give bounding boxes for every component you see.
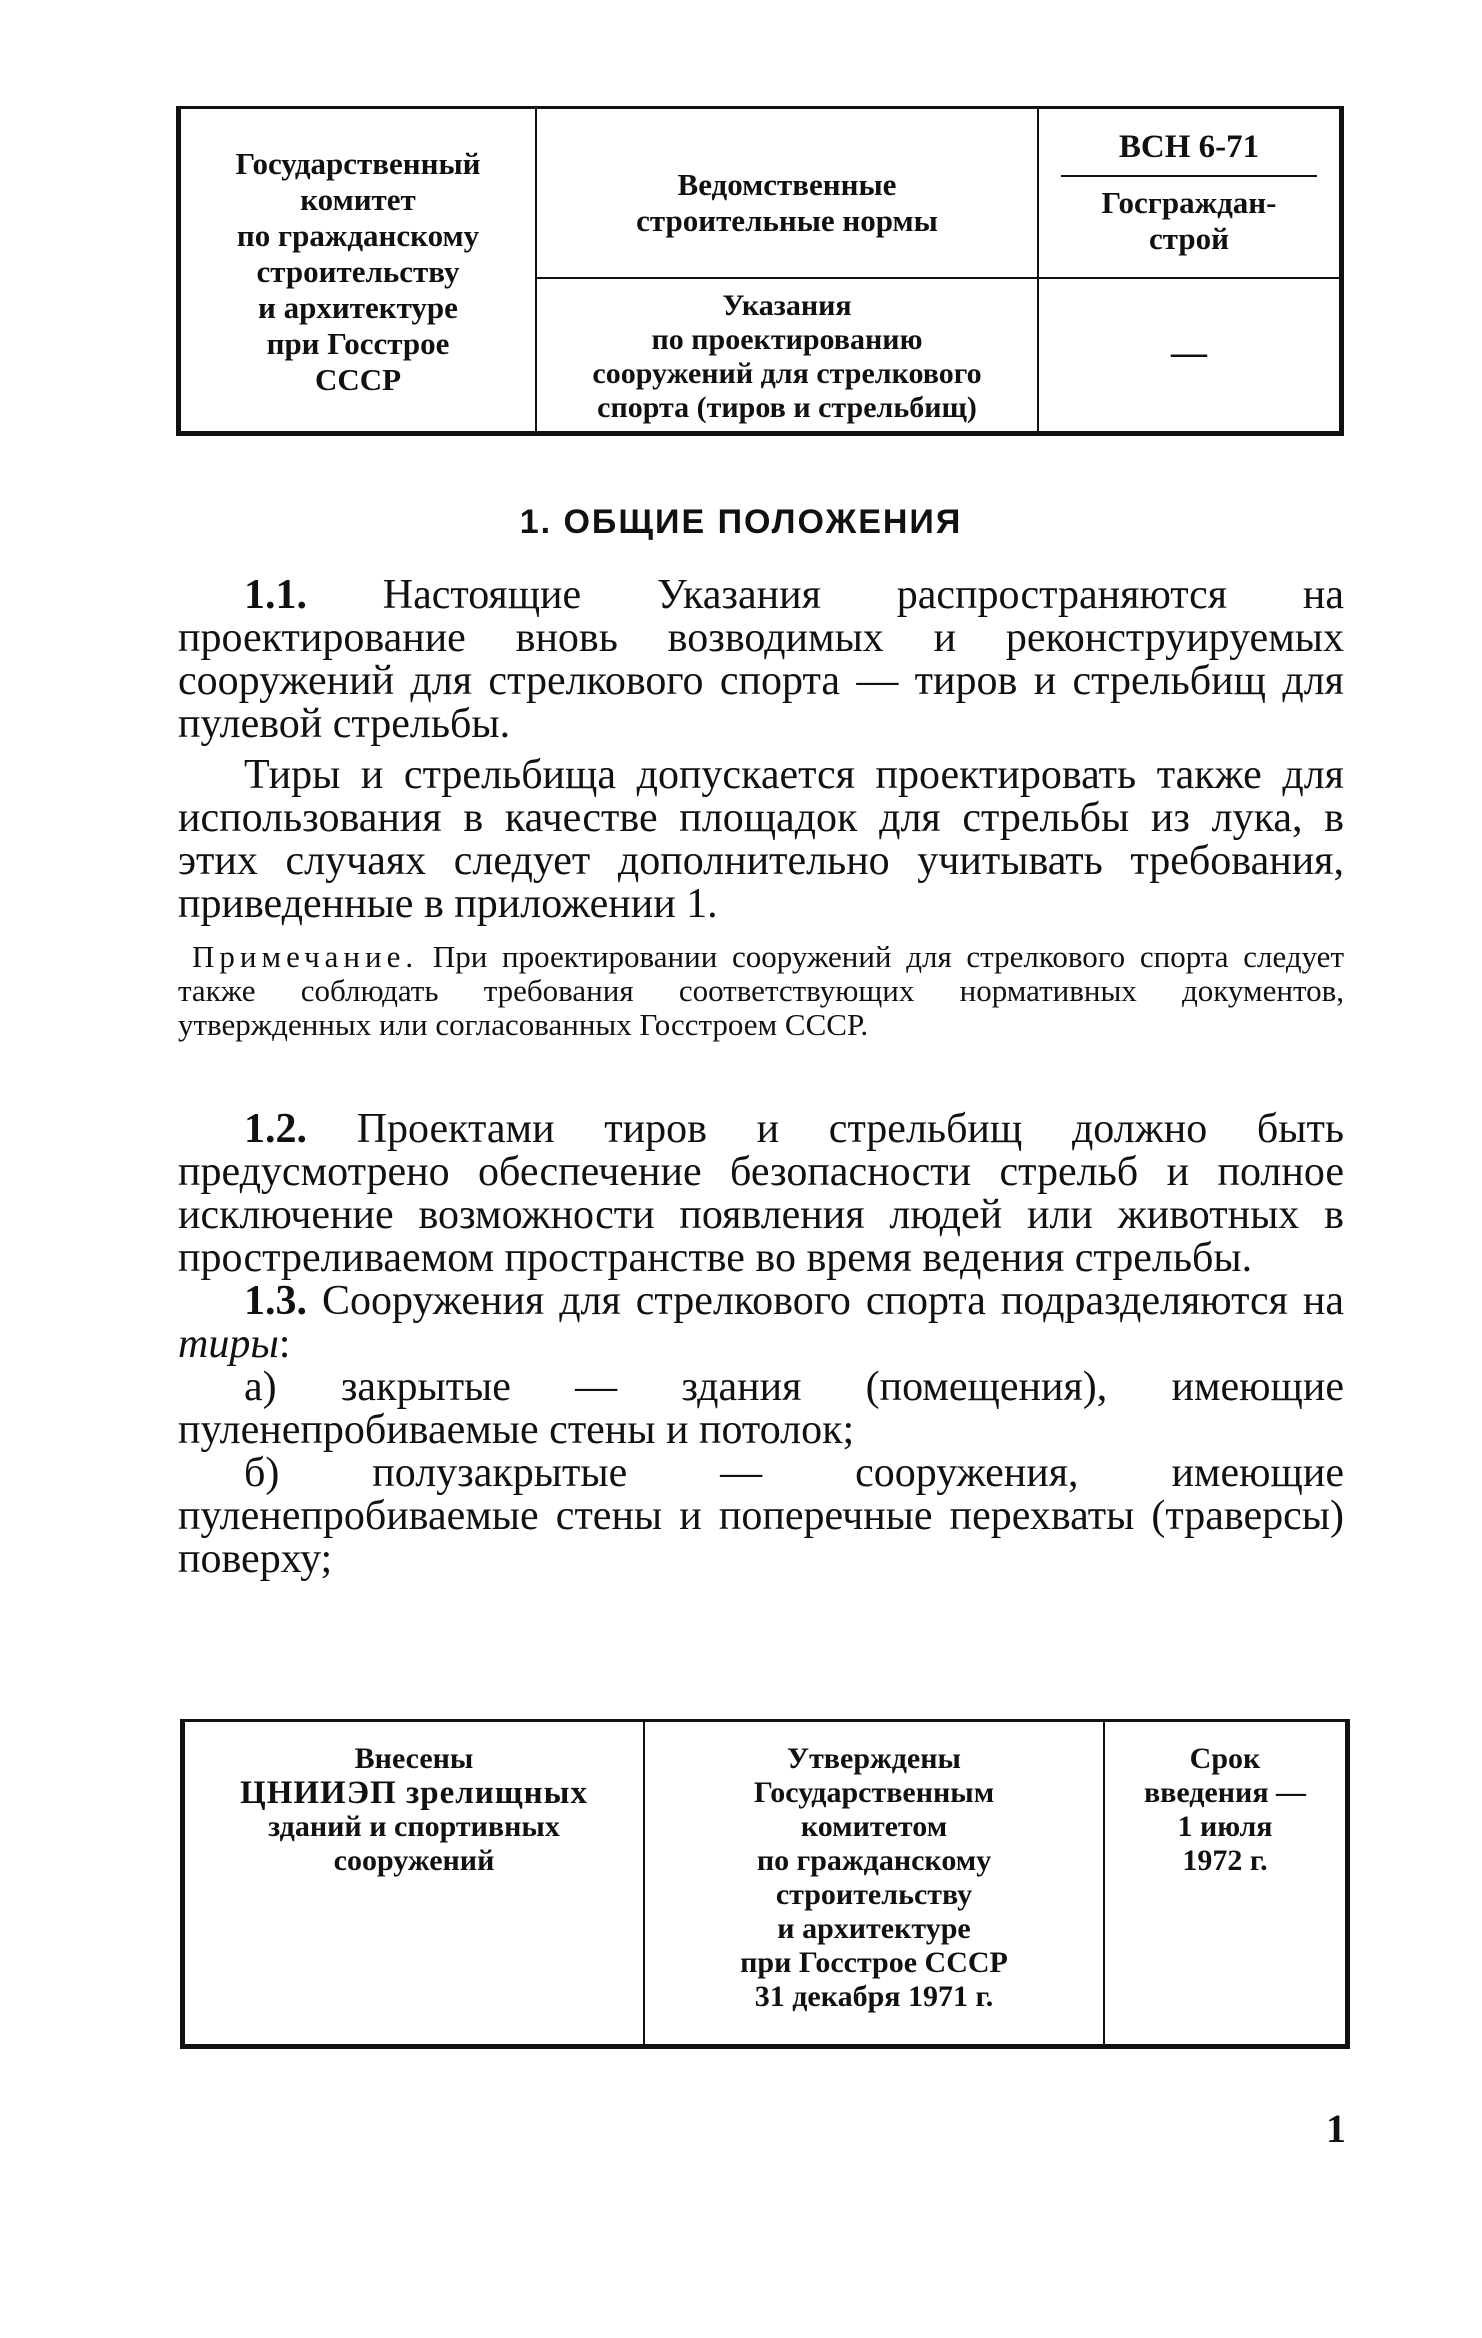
submitted-line: сооружений — [333, 1844, 495, 1877]
issuer-line: СССР — [314, 362, 402, 397]
effective-date-cell — [1105, 1722, 1345, 2044]
replaces-dash: — — [1171, 332, 1207, 372]
effective-line: введения — — [1143, 1776, 1307, 1809]
section-title: 1. ОБЩИЕ ПОЛОЖЕНИЯ — [519, 503, 963, 541]
page-number: 1 — [1326, 2106, 1346, 2151]
paragraph-1-2 — [178, 1108, 1344, 1280]
effective-line: 1972 г. — [1182, 1844, 1268, 1877]
note — [178, 940, 1344, 1042]
submitted-line: зданий и спортивных — [268, 1810, 560, 1843]
list-item-a: а) закрытые — здания (помещения), имеющие пуленепробиваемые стены и потолок; — [178, 1364, 1344, 1453]
effective-line: 1 июля — [1177, 1810, 1273, 1843]
footer-table — [180, 1719, 1350, 2049]
effective-line: Срок — [1189, 1742, 1261, 1775]
approved-line: комитетом — [800, 1810, 948, 1843]
doc-title-cell — [537, 279, 1037, 434]
approved-line: 31 декабря 1971 г. — [754, 1980, 994, 2013]
submitted-line: ЦНИИЭП зрелищных — [240, 1775, 588, 1811]
paragraph-number: 1.2. — [244, 1106, 307, 1152]
paragraph-1-2-block — [178, 1108, 1344, 1581]
code-divider — [1061, 175, 1317, 177]
approved-line: Государственным — [753, 1776, 995, 1809]
doc-title-line: спорта (тиров и стрельбищ) — [597, 390, 977, 424]
issuer-line: по гражданскому — [236, 218, 480, 253]
issuer-cell — [181, 109, 537, 431]
paragraph-1-1-continued: Тиры и стрельбища допускается проектировать также для использования в качестве площадок для стрельбы из лука, в этих случаях следует дополнительно учитывать требования, приведенные в приложении 1. — [178, 752, 1344, 927]
approved-line: Утверждены — [787, 1742, 961, 1775]
issuer-line: строительству — [256, 254, 460, 289]
paragraph-text: Настоящие Указания распространяются на проектирование вновь возводимых и реконструируемых сооружений для стрелкового спорта — тиров и стрельбищ для пулевой стрельбы. — [178, 572, 1344, 747]
issuer-line: Государственный — [235, 146, 481, 181]
issuer-line: и архитектуре — [258, 290, 458, 325]
approved-line: и архитектуре — [777, 1912, 971, 1945]
code-cell — [1037, 109, 1339, 431]
term-tiry: тиры — [178, 1321, 279, 1367]
approved-line: строительству — [775, 1878, 973, 1911]
doc-title-line: Указания — [722, 288, 852, 322]
approved-line: по гражданскому — [756, 1844, 992, 1877]
doc-type-cell — [537, 109, 1037, 279]
note-text: При проектировании сооружений для стрелкового спорта следует также соблюдать требования соответствующих нормативных документов, утвержденных или согласованных Госстроем СССР. — [178, 939, 1344, 1042]
agency-cell — [1039, 185, 1339, 257]
submitted-by-cell — [185, 1722, 645, 2044]
approved-line: при Госстрое СССР — [740, 1946, 1008, 1979]
document-code: ВСН 6-71 — [1118, 129, 1260, 165]
code-cell-divider — [1039, 277, 1339, 279]
paragraph-number: 1.3. — [244, 1278, 307, 1324]
paragraph-text: Сооружения для стрелкового спорта подразделяются на — [307, 1278, 1344, 1324]
paragraph-number: 1.1. — [244, 572, 307, 618]
paragraph-1-1 — [178, 574, 1344, 746]
submitted-line: Внесены — [354, 1742, 474, 1775]
doc-type-line: Ведомственные — [677, 167, 897, 202]
paragraph-tail: : — [278, 1321, 291, 1367]
agency-line: Госграждан- — [1101, 185, 1277, 220]
paragraph-1-3 — [178, 1280, 1344, 1366]
agency-line: строй — [1149, 221, 1229, 256]
header-table — [176, 106, 1344, 436]
paragraph-text: Проектами тиров и стрельбищ должно быть предусмотрено обеспечение безопасности стрельб и полное исключение возможности появления людей или животных в простреливаемом пространстве во время ведения стрельбы. — [178, 1106, 1344, 1281]
list-item-b: б) полузакрытые — сооружения, имеющие пуленепробиваемые стены и поперечные перехваты (траверсы) поверху; — [178, 1450, 1344, 1582]
issuer-line: комитет — [300, 182, 416, 217]
issuer-line: при Госстрое — [266, 326, 450, 361]
doc-type-line: строительные нормы — [636, 203, 938, 238]
approved-by-cell — [645, 1722, 1105, 2044]
doc-title-line: сооружений для стрелкового — [592, 356, 982, 390]
doc-title-line: по проектированию — [651, 322, 923, 356]
note-label: Примечание. — [192, 939, 419, 974]
paragraph-1-1-block — [178, 574, 1344, 926]
